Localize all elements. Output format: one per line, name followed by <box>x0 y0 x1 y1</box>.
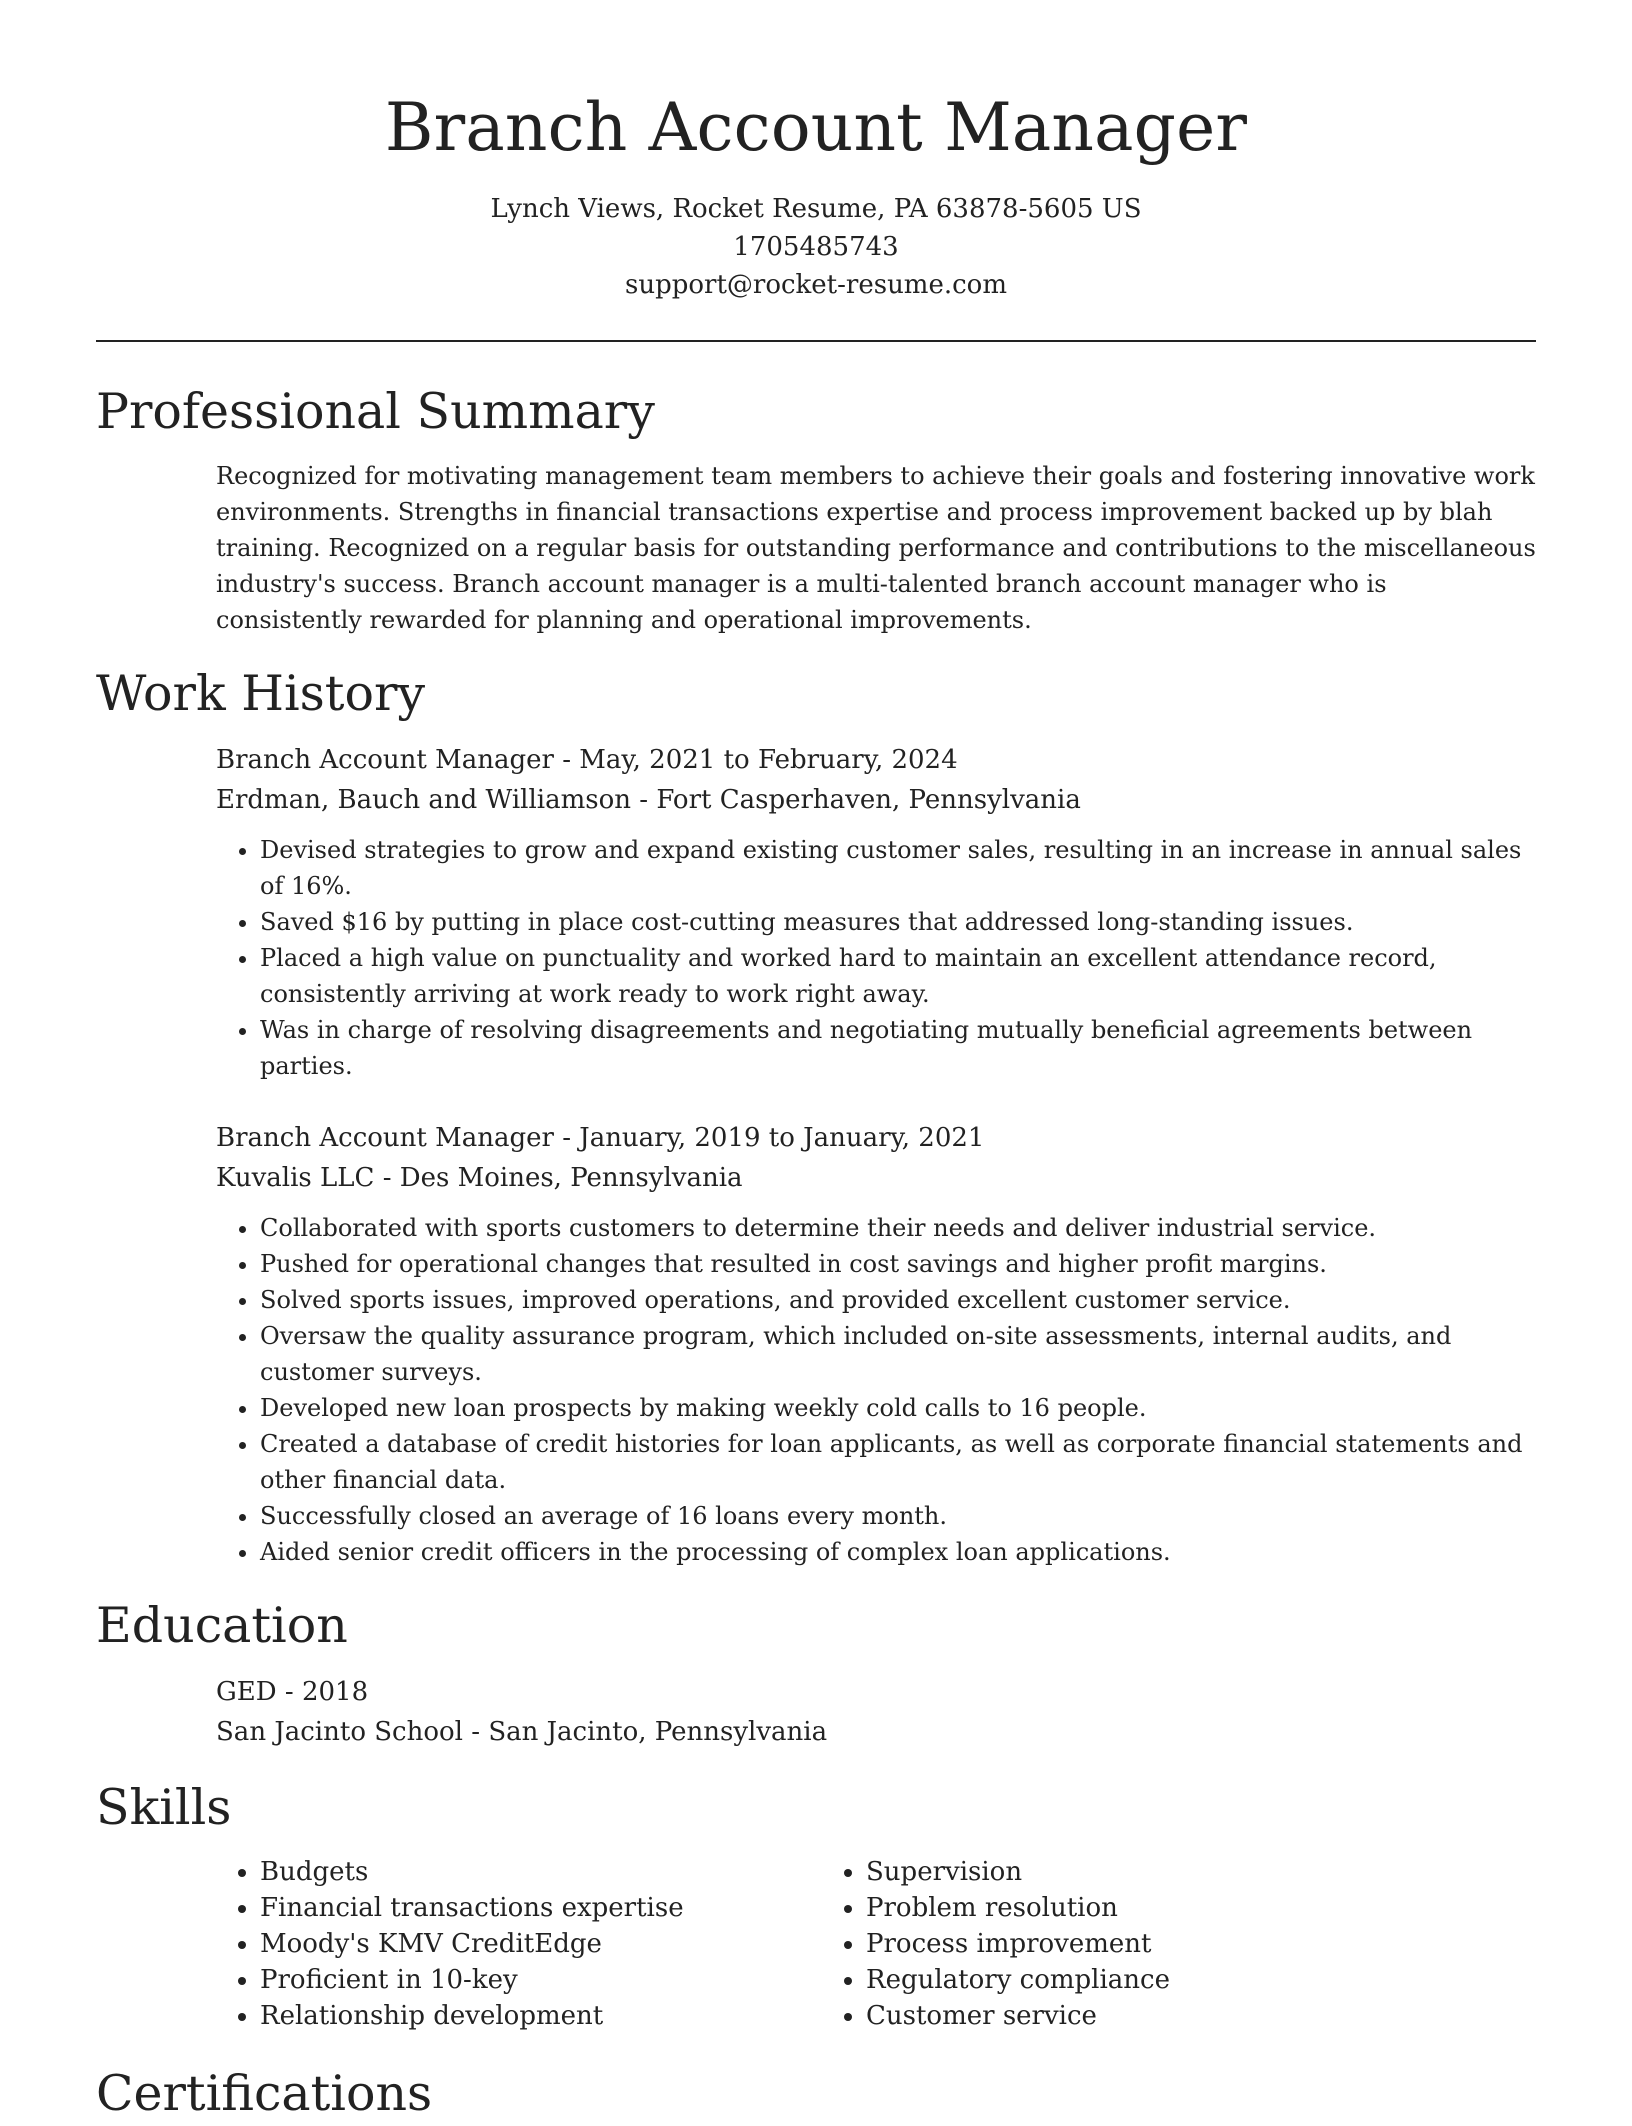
separator: - <box>553 745 580 775</box>
list-item: • Pushed for operational changes that resulted in cost savings and higher profit margins. <box>260 1246 1536 1282</box>
candidate-name: Branch Account Manager <box>384 89 1248 166</box>
resume-header <box>96 0 1536 304</box>
job-dates: January, 2019 to January, 2021 <box>579 1123 985 1153</box>
employer-name: Kuvalis LLC <box>216 1163 375 1193</box>
list-item: • Created a database of credit histories for loan applicants, as well as corporate financial statements and other financial data. <box>260 1426 1536 1498</box>
list-item: • Solved sports issues, improved operations, and provided excellent customer service. <box>260 1282 1536 1318</box>
job-entry-1 <box>216 740 1536 1084</box>
job-dates: May, 2021 to February, 2024 <box>579 745 958 775</box>
list-item: • Budgets <box>260 1854 822 1890</box>
separator: - <box>630 785 657 815</box>
certifications-heading: Certifications <box>96 2065 433 2122</box>
education-heading: Education <box>96 1597 348 1654</box>
resume-page <box>96 0 1536 2126</box>
list-item: • Aided senior credit officers in the processing of complex loan applications. <box>260 1534 1536 1570</box>
school-line <box>216 1712 1536 1752</box>
employer-line <box>216 780 1536 820</box>
list-item: • Placed a high value on punctuality and worked hard to maintain an excellent attendance record, consistently arriving at work ready to work right away. <box>260 940 1536 1012</box>
list-item: • Was in charge of resolving disagreements and negotiating mutually beneficial agreements between parties. <box>260 1012 1536 1084</box>
list-item: • Collaborated with sports customers to determine their needs and deliver industrial service. <box>260 1210 1536 1246</box>
list-item: • Financial transactions expertise <box>260 1890 822 1926</box>
list-item: • Successfully closed an average of 16 loans every month. <box>260 1498 1536 1534</box>
job-title: Branch Account Manager <box>216 745 554 775</box>
contact-info <box>96 190 1536 304</box>
contact-phone: 1705485743 <box>733 232 899 262</box>
work-history-heading: Work History <box>96 665 426 722</box>
degree: GED <box>216 1677 277 1707</box>
list-item: • Oversaw the quality assurance program, which included on-site assessments, internal audits, and customer surveys. <box>260 1318 1536 1390</box>
separator: - <box>553 1123 580 1153</box>
list-item: • Moody's KMV CreditEdge <box>260 1926 822 1962</box>
contact-address: Lynch Views, Rocket Resume, PA 63878-5605 US <box>490 194 1142 224</box>
contact-email: support@rocket-resume.com <box>624 270 1007 300</box>
skills-heading: Skills <box>96 1779 232 1836</box>
list-item: • Developed new loan prospects by making weekly cold calls to 16 people. <box>260 1390 1536 1426</box>
job-bullets <box>216 832 1536 1084</box>
list-item: • Supervision <box>866 1854 1428 1890</box>
employer-location: Des Moines, Pennsylvania <box>399 1163 743 1193</box>
summary-heading: Professional Summary <box>96 383 655 440</box>
skills-list <box>216 1854 1536 2034</box>
header-divider <box>96 340 1536 342</box>
employer-name: Erdman, Bauch and Williamson <box>216 785 631 815</box>
school-location: San Jacinto, Pennsylvania <box>488 1717 828 1747</box>
list-item: • Customer service <box>866 1998 1428 2034</box>
list-item: • Process improvement <box>866 1926 1428 1962</box>
employer-line <box>216 1158 1536 1198</box>
list-item: • Proficient in 10-key <box>260 1962 822 1998</box>
graduation-year: 2018 <box>301 1677 369 1707</box>
education-entry <box>216 1672 1536 1752</box>
list-item: • Regulatory compliance <box>866 1962 1428 1998</box>
employer-location: Fort Casperhaven, Pennsylvania <box>656 785 1081 815</box>
skills-column-left <box>216 1854 822 2034</box>
degree-line <box>216 1672 1536 1712</box>
job-entry-2 <box>216 1118 1536 1570</box>
list-item: • Problem resolution <box>866 1890 1428 1926</box>
skills-column-right <box>822 1854 1428 2034</box>
school-name: San Jacinto School <box>216 1717 463 1747</box>
list-item: • Devised strategies to grow and expand existing customer sales, resulting in an increase in annual sales of 16%. <box>260 832 1536 904</box>
job-title-line <box>216 740 1536 780</box>
job-bullets <box>216 1210 1536 1570</box>
job-title-line <box>216 1118 1536 1158</box>
job-title: Branch Account Manager <box>216 1123 554 1153</box>
list-item: • Relationship development <box>260 1998 822 2034</box>
separator: - <box>276 1677 302 1707</box>
separator: - <box>462 1717 489 1747</box>
summary-text: Recognized for motivating management team members to achieve their goals and fostering innovative work environments. Strengths in financial transactions expertise and process improvement backed up by blah training. Recognized on a regular basis for outstanding performance and contributions to the miscellaneous industry's success. Branch account manager is a multi-talented branch account manager who is consistently rewarded for planning and operational improvements. <box>216 462 1536 634</box>
separator: - <box>374 1163 400 1193</box>
list-item: • Saved $16 by putting in place cost-cutting measures that addressed long-standing issues. <box>260 904 1536 940</box>
